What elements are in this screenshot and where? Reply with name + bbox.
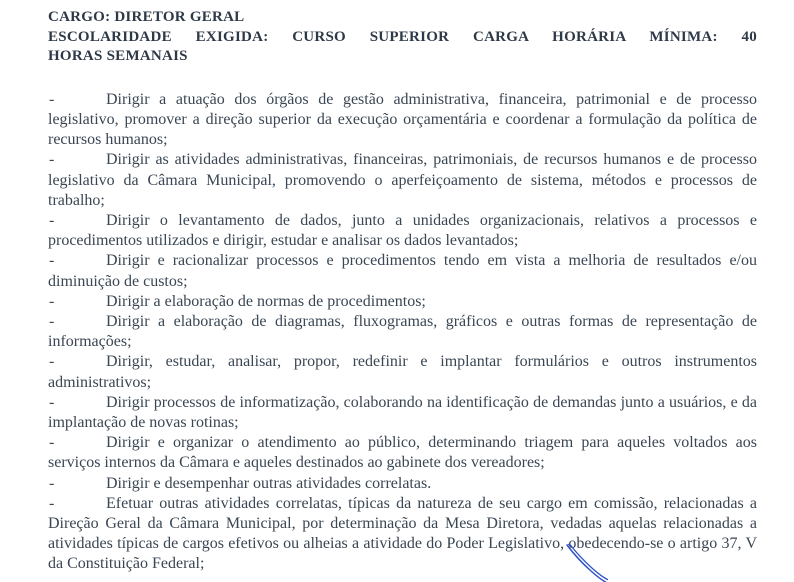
bullet-dash: - bbox=[49, 292, 55, 310]
duty-text: Dirigir, estudar, analisar, propor, redefinir e implantar formulários e outros instrumentos administrativos; bbox=[48, 353, 757, 391]
bullet-dash: - bbox=[49, 393, 55, 411]
duty-item-5 bbox=[48, 292, 757, 312]
duty-text: Dirigir o levantamento de dados, junto a unidades organizacionais, relativos a processos e procedimentos utilizados e dirigir, estudar e analisar os dados levantados; bbox=[48, 212, 757, 250]
duty-text: Dirigir e racionalizar processos e procedimentos tendo em vista a melhoria de resultados e/ou diminuição de custos; bbox=[48, 252, 757, 290]
duty-text: Dirigir e organizar o atendimento ao público, determinando triagem para aqueles voltados aos serviços internos da Câmara e aqueles destinados ao gabinete dos vereadores; bbox=[48, 434, 757, 472]
weekly-hours-line: HORAS SEMANAIS bbox=[48, 48, 188, 65]
duty-text: Dirigir processos de informatização, colaborando na identificação de demandas junto a usuários, e da implantação de novas rotinas; bbox=[48, 393, 757, 432]
duty-text: Efetuar outras atividades correlatas, típicas da natureza de seu cargo em comissão, relacionadas a Direção Geral da Câmara Municipal, por determinação da Mesa Diretora, vedadas aquelas relacionadas a atividades típicas de cargos efetivos ou alheias a atividade do Poder Legislativo, obedecendo-se o artigo 37, V da Constituição Federal; bbox=[48, 494, 757, 573]
duty-item-3 bbox=[48, 211, 757, 251]
duty-item-11 bbox=[48, 494, 757, 575]
bullet-dash: - bbox=[49, 151, 55, 169]
bullet-dash: - bbox=[49, 494, 55, 512]
duty-item-1 bbox=[48, 90, 757, 151]
duty-item-9 bbox=[48, 433, 757, 473]
document-content bbox=[48, 8, 757, 575]
document-header bbox=[48, 8, 757, 67]
duty-item-4 bbox=[48, 251, 757, 291]
duty-item-8 bbox=[48, 393, 757, 433]
duty-item-6 bbox=[48, 312, 757, 352]
education-hours-line: ESCOLARIDADE EXIGIDA: CURSO SUPERIOR CARGA HORÁRIA MÍNIMA: 40 bbox=[48, 28, 757, 45]
duty-text: Dirigir a atuação dos órgãos de gestão administrativa, financeira, patrimonial e de processo legislativo, promover a direção superior da execução orçamentária e coordenar a formulação da política de recursos humanos; bbox=[48, 90, 757, 149]
bullet-dash: - bbox=[49, 353, 55, 371]
duty-item-2 bbox=[48, 150, 757, 211]
bullet-dash: - bbox=[49, 474, 55, 492]
duty-item-7 bbox=[48, 352, 757, 392]
bullet-dash: - bbox=[49, 434, 55, 452]
duties-list bbox=[48, 90, 757, 575]
duty-item-10 bbox=[48, 474, 757, 494]
duty-text: Dirigir as atividades administrativas, financeiras, patrimoniais, de recursos humanos e de processo legislativo da Câmara Municipal, promovendo o aperfeiçoamento de sistema, métodos e processos de trabalho; bbox=[48, 151, 757, 209]
duty-text: Dirigir a elaboração de normas de procedimentos; bbox=[106, 292, 426, 310]
bullet-dash: - bbox=[49, 212, 55, 229]
bullet-dash: - bbox=[49, 313, 55, 331]
bullet-dash: - bbox=[49, 90, 55, 108]
job-title-line: CARGO: DIRETOR GERAL bbox=[48, 9, 245, 25]
duty-text: Dirigir e desempenhar outras atividades correlatas. bbox=[106, 474, 432, 492]
bullet-dash: - bbox=[49, 252, 55, 270]
duty-text: Dirigir a elaboração de diagramas, fluxogramas, gráficos e outras formas de representação de informações; bbox=[48, 313, 757, 351]
